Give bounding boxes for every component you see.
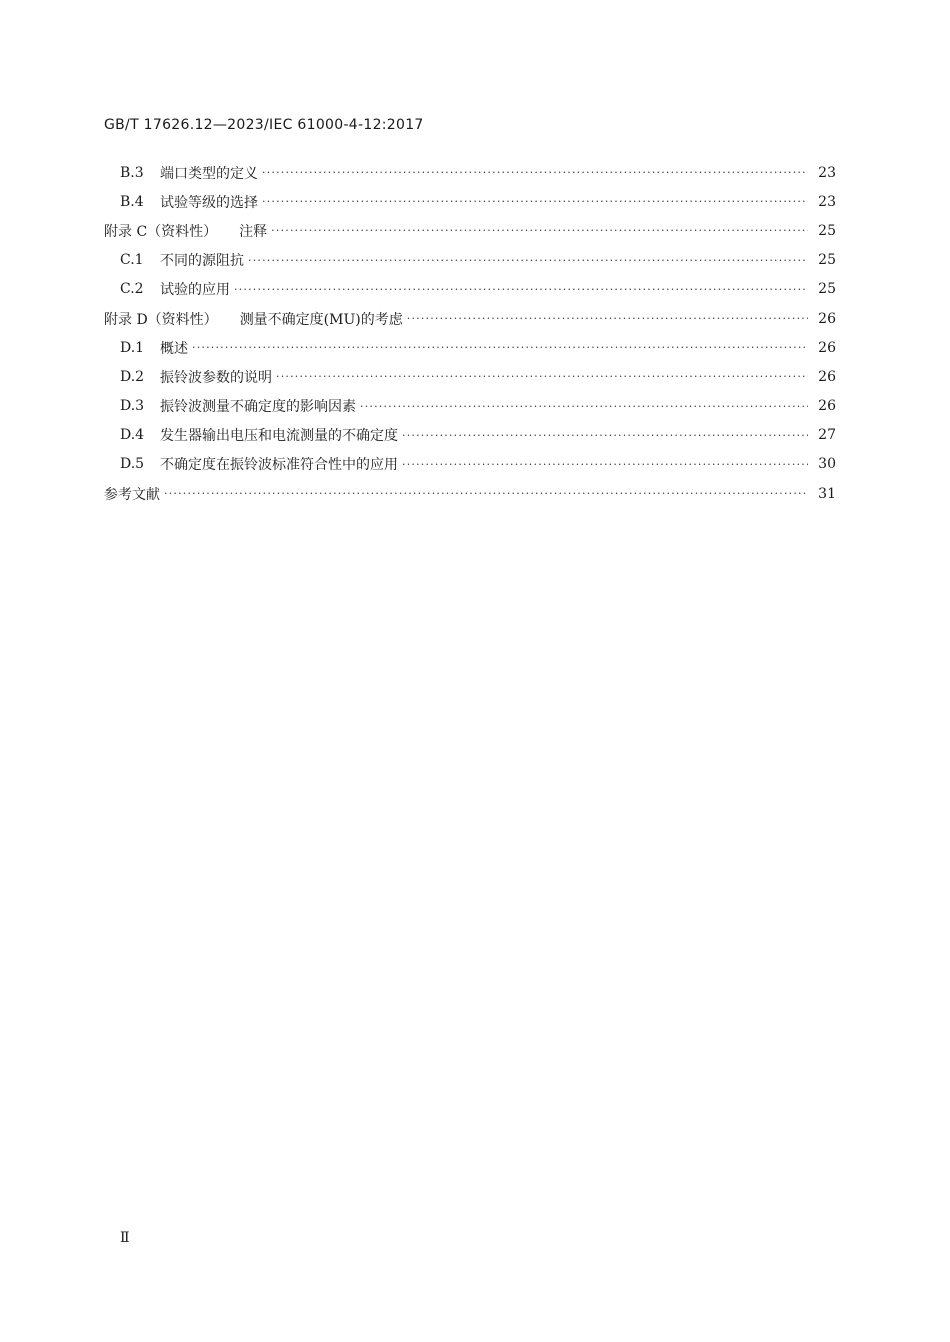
toc-page: 25 bbox=[818, 222, 836, 239]
toc-page: 26 bbox=[818, 339, 836, 356]
toc-page: 25 bbox=[818, 281, 836, 298]
toc-title: 试验等级的选择 bbox=[160, 194, 258, 211]
toc-title: 注释 bbox=[239, 223, 268, 240]
toc-label bbox=[104, 484, 160, 504]
toc-title: 振铃波参数的说明 bbox=[160, 369, 272, 386]
toc-number: D.1 bbox=[120, 339, 145, 356]
toc-entry-d3[interactable] bbox=[104, 392, 836, 421]
toc-title: 振铃波测量不确定度的影响因素 bbox=[160, 399, 356, 416]
toc-label bbox=[104, 396, 356, 416]
toc-page: 31 bbox=[818, 485, 836, 502]
leader-dots bbox=[360, 400, 808, 413]
toc-entry-bibliography[interactable] bbox=[104, 479, 836, 508]
toc-number: B.3 bbox=[120, 164, 144, 181]
toc-page: 26 bbox=[818, 310, 836, 327]
leader-dots bbox=[248, 254, 808, 267]
toc-number: B.4 bbox=[120, 193, 144, 210]
leader-dots bbox=[271, 224, 808, 237]
toc-number: D.5 bbox=[120, 456, 145, 473]
toc-entry-b3[interactable] bbox=[104, 158, 836, 187]
toc-page: 23 bbox=[818, 164, 836, 181]
toc-number: C.2 bbox=[120, 281, 144, 298]
leader-dots bbox=[192, 341, 808, 354]
toc-label bbox=[104, 338, 188, 358]
toc-title: 参考文献 bbox=[104, 486, 160, 503]
toc-number: D.2 bbox=[120, 368, 145, 385]
toc-label bbox=[104, 192, 258, 212]
toc-entry-d1[interactable] bbox=[104, 333, 836, 362]
toc-label bbox=[104, 163, 258, 183]
toc-title: 试验的应用 bbox=[160, 282, 230, 299]
leader-dots bbox=[234, 283, 808, 296]
leader-dots bbox=[262, 195, 808, 208]
page-number: Ⅱ bbox=[120, 1230, 130, 1246]
toc-label bbox=[104, 221, 267, 241]
toc-title: 不确定度在振铃波标准符合性中的应用 bbox=[160, 457, 398, 474]
toc-number: D.4 bbox=[120, 427, 145, 444]
leader-dots bbox=[262, 166, 808, 179]
toc-label bbox=[104, 250, 244, 270]
toc-label bbox=[104, 309, 403, 329]
toc-title: 概述 bbox=[160, 340, 188, 357]
toc-number: D.3 bbox=[120, 398, 145, 415]
toc-entry-d4[interactable] bbox=[104, 421, 836, 450]
toc-title: 端口类型的定义 bbox=[160, 165, 258, 182]
toc-page: 30 bbox=[818, 456, 836, 473]
toc-page: 23 bbox=[818, 193, 836, 210]
toc-appendix-prefix: 附录 C（资料性） bbox=[104, 223, 218, 240]
toc-title: 不同的源阻抗 bbox=[160, 253, 244, 270]
toc-entry-d5[interactable] bbox=[104, 450, 836, 479]
leader-dots bbox=[402, 458, 808, 471]
toc-page: 26 bbox=[818, 368, 836, 385]
toc-entry-c2[interactable] bbox=[104, 275, 836, 304]
toc-title: 测量不确定度(MU)的考虑 bbox=[239, 311, 403, 328]
toc-label bbox=[104, 454, 398, 474]
toc-entry-d2[interactable] bbox=[104, 362, 836, 391]
leader-dots bbox=[276, 370, 808, 383]
toc-entry-appendix-c[interactable] bbox=[104, 216, 836, 245]
toc-title: 发生器输出电压和电流测量的不确定度 bbox=[160, 428, 398, 445]
toc-entry-b4[interactable] bbox=[104, 187, 836, 216]
leader-dots bbox=[164, 487, 808, 500]
toc-label bbox=[104, 425, 398, 445]
toc-page: 27 bbox=[818, 427, 836, 444]
toc-label bbox=[104, 279, 230, 299]
toc-label bbox=[104, 367, 272, 387]
toc-number: C.1 bbox=[120, 252, 144, 269]
toc-entry-c1[interactable] bbox=[104, 246, 836, 275]
toc-page: 25 bbox=[818, 252, 836, 269]
toc-appendix-prefix: 附录 D（资料性） bbox=[104, 311, 218, 328]
leader-dots bbox=[402, 429, 808, 442]
toc-page: 26 bbox=[818, 398, 836, 415]
leader-dots bbox=[407, 312, 808, 325]
table-of-contents bbox=[104, 158, 836, 508]
toc-entry-appendix-d[interactable] bbox=[104, 304, 836, 333]
document-header: GB/T 17626.12—2023/IEC 61000-4-12:2017 bbox=[104, 117, 424, 133]
